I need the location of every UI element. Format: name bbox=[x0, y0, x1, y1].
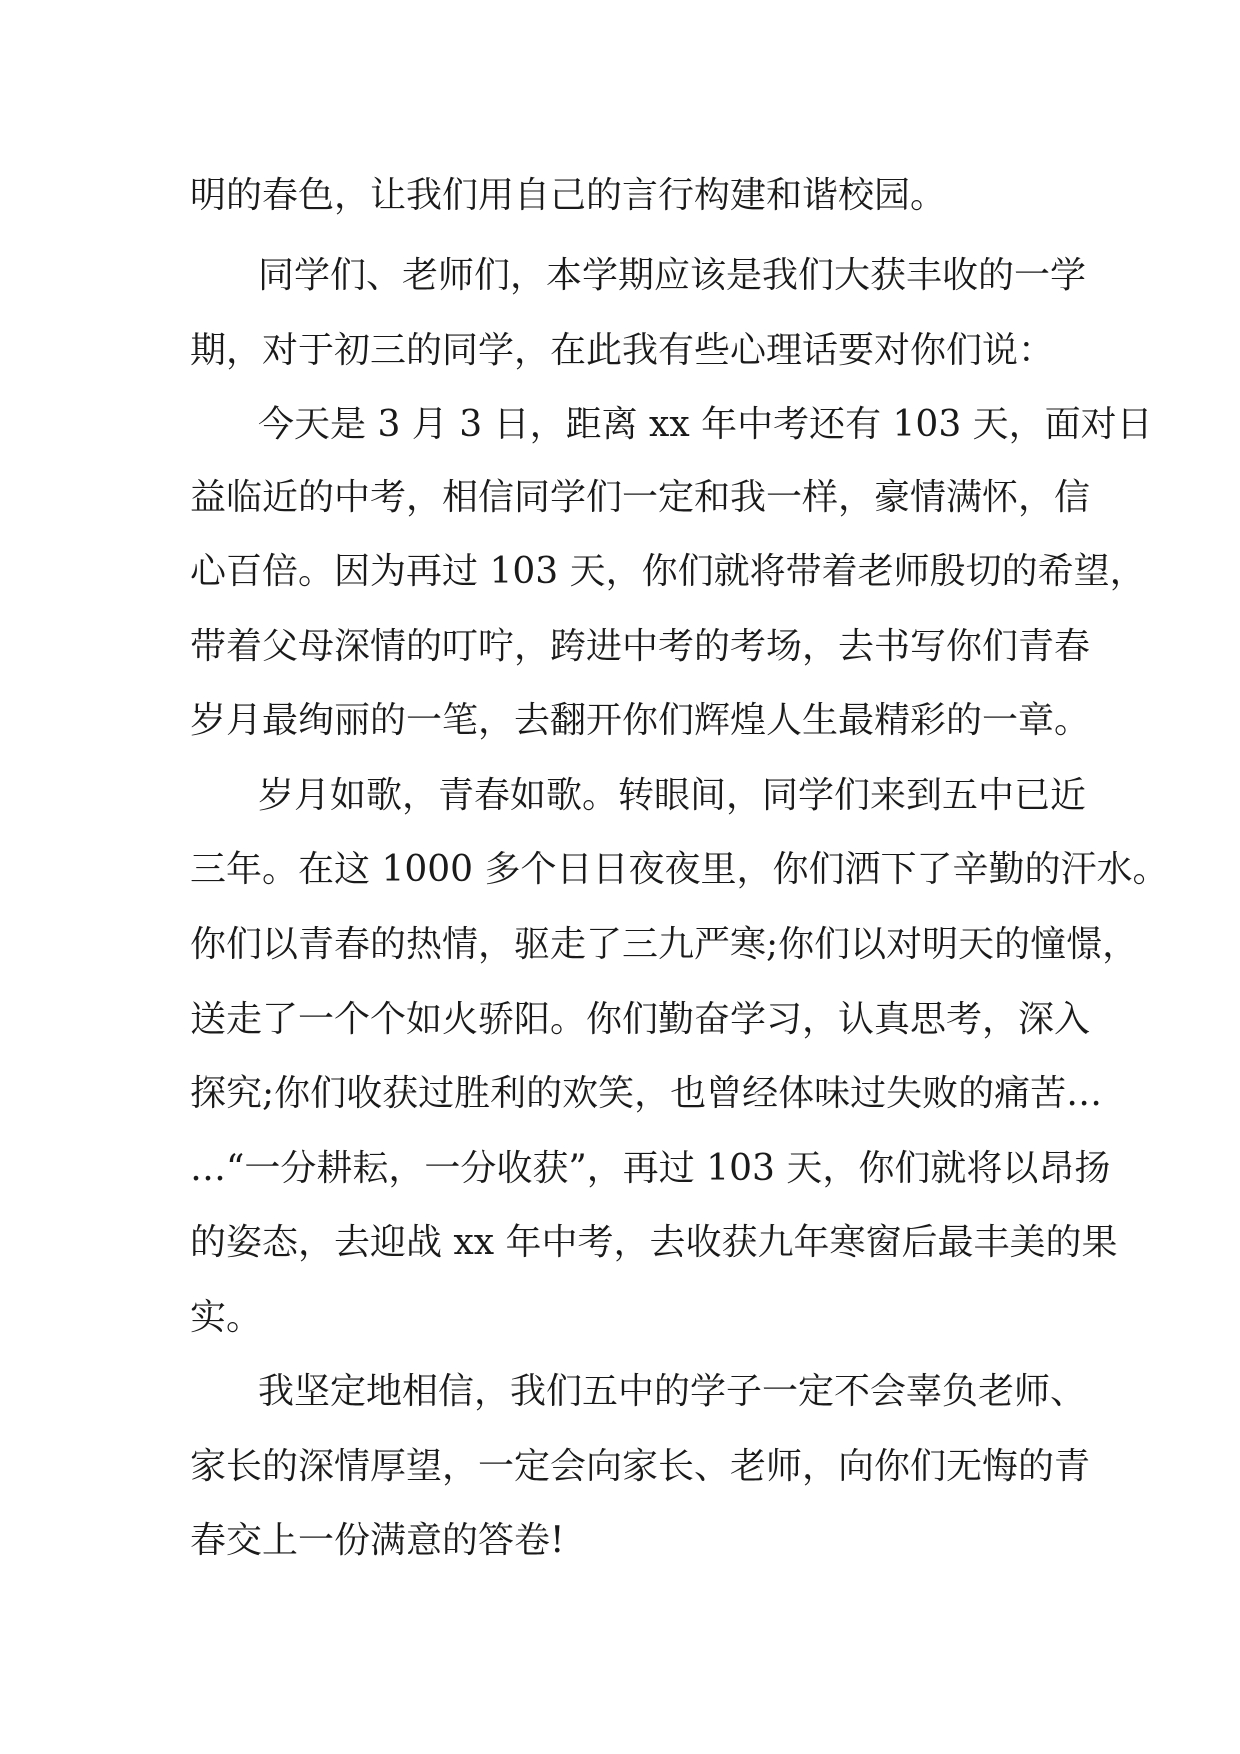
text-line: 益临近的中考，相信同学们一定和我一样，豪情满怀，信 bbox=[190, 477, 1091, 518]
text-line: 春交上一份满意的答卷! bbox=[190, 1520, 565, 1561]
text-line: 的姿态，去迎战 xx 年中考，去收获九年寒窗后最丰美的果 bbox=[190, 1222, 1118, 1263]
text-line: 你们以青春的热情，驱走了三九严寒;你们以对明天的憧憬， bbox=[190, 924, 1139, 965]
text-line: 探究;你们收获过胜利的欢笑，也曾经体味过失败的痛苦… bbox=[190, 1073, 1103, 1114]
text-line: 岁月最绚丽的一笔，去翻开你们辉煌人生最精彩的一章。 bbox=[190, 700, 1091, 741]
text-line: 送走了一个个如火骄阳。你们勤奋学习，认真思考，深入 bbox=[190, 999, 1091, 1040]
text-line: 实。 bbox=[190, 1297, 263, 1338]
text-line: 心百倍。因为再过 103 天，你们就将带着老师殷切的希望， bbox=[190, 551, 1146, 592]
text-line: 同学们、老师们，本学期应该是我们大获丰收的一学 bbox=[258, 255, 1087, 296]
text-line: 我坚定地相信，我们五中的学子一定不会辜负老师、 bbox=[258, 1371, 1087, 1412]
text-line: 期，对于初三的同学，在此我有些心理话要对你们说： bbox=[190, 330, 1055, 371]
text-line: 带着父母深情的叮咛，跨进中考的考场，去书写你们青春 bbox=[190, 626, 1091, 667]
text-line: …“一分耕耘，一分收获”，再过 103 天，你们就将以昂扬 bbox=[190, 1148, 1111, 1189]
text-line: 今天是 3 月 3 日，距离 xx 年中考还有 103 天，面对日 bbox=[258, 404, 1153, 445]
text-line: 家长的深情厚望，一定会向家长、老师，向你们无悔的青 bbox=[190, 1446, 1091, 1487]
text-line: 岁月如歌，青春如歌。转眼间，同学们来到五中已近 bbox=[258, 775, 1087, 816]
text-line: 明的春色，让我们用自己的言行构建和谐校园。 bbox=[190, 175, 947, 216]
text-line: 三年。在这 1000 多个日日夜夜里，你们洒下了辛勤的汗水。 bbox=[190, 849, 1169, 890]
